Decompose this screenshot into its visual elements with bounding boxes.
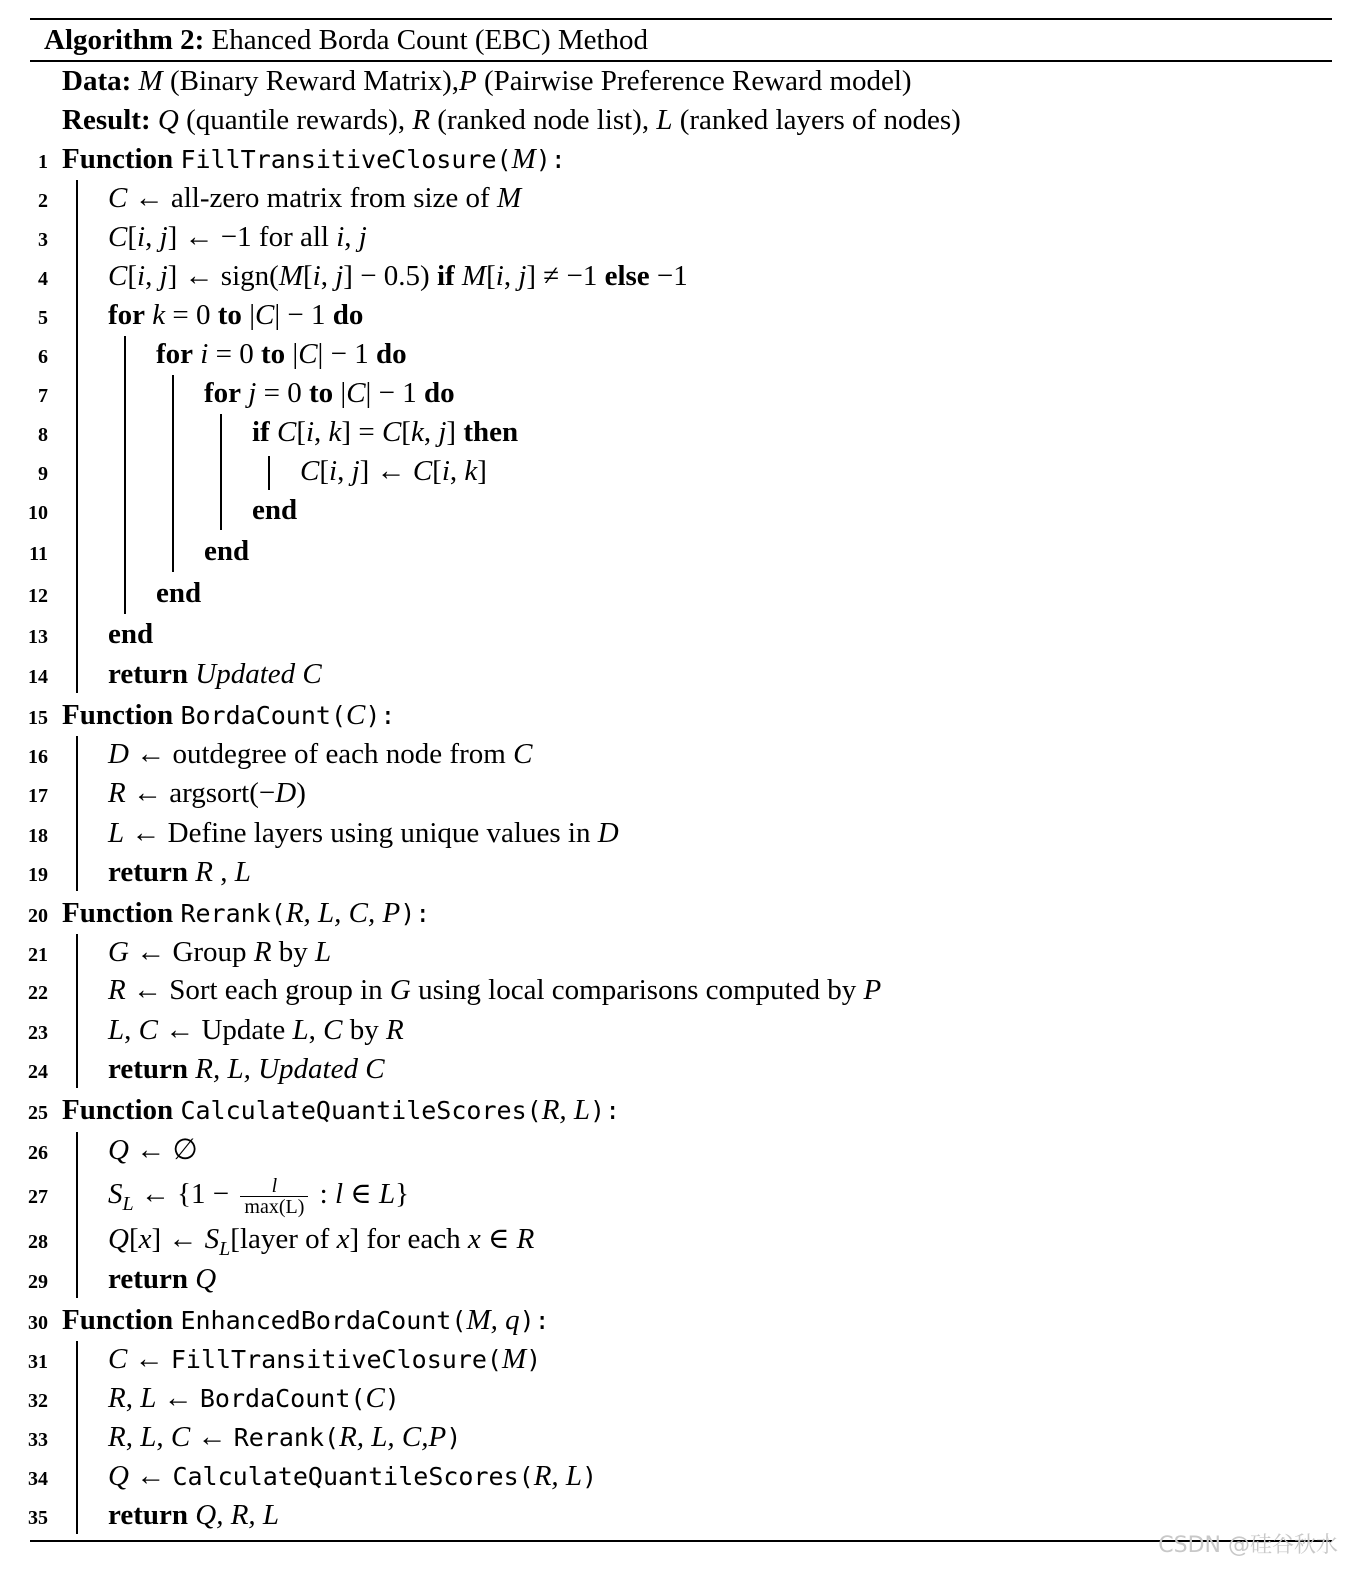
indent-bar	[76, 736, 78, 891]
result-r: R	[412, 104, 431, 136]
line-number: 26	[28, 1142, 48, 1164]
line-number: 8	[38, 424, 48, 446]
indent-bar	[124, 336, 126, 614]
line-number: 29	[28, 1271, 48, 1293]
code-line	[0, 1380, 1340, 1419]
line-number: 27	[28, 1186, 48, 1208]
code-text: Function BordaCount(C):	[62, 699, 396, 731]
code-line	[0, 1132, 1340, 1171]
code-text: for i = 0 to |C| − 1 do	[156, 338, 407, 370]
data-p-desc: (Pairwise Preference Reward model)	[476, 65, 912, 97]
line-number: 12	[28, 585, 48, 607]
data-line	[62, 63, 912, 99]
code-line	[0, 297, 1340, 336]
data-m: M	[138, 65, 163, 97]
data-label: Data:	[62, 65, 132, 97]
code-text: L, C ← Update L, C by R	[108, 1014, 404, 1046]
indent-bar	[172, 375, 174, 572]
indent-bar	[76, 1341, 78, 1534]
bottom-rule	[30, 1540, 1332, 1542]
code-text: Q ← CalculateQuantileScores(R, L)	[108, 1460, 598, 1492]
line-number: 10	[28, 502, 48, 524]
line-number: 7	[38, 385, 48, 407]
data-m-desc: (Binary Reward Matrix),	[162, 65, 460, 97]
top-rule	[30, 18, 1332, 20]
code-line	[0, 815, 1340, 854]
line-number: 33	[28, 1429, 48, 1451]
code-line	[0, 414, 1340, 453]
line-number: 15	[28, 707, 48, 729]
code-line	[0, 180, 1340, 219]
code-line	[0, 1261, 1340, 1300]
line-number: 31	[28, 1351, 48, 1373]
code-text: C[i, j] ← sign(M[i, j] − 0.5) if M[i, j] ≠ −1 else −1	[108, 260, 688, 292]
code-line	[0, 854, 1340, 893]
code-text: G ← Group R by L	[108, 936, 332, 968]
code-line	[0, 375, 1340, 414]
line-number: 6	[38, 346, 48, 368]
result-r-desc: (ranked node list),	[430, 104, 657, 136]
code-line	[0, 1012, 1340, 1051]
code-line	[0, 575, 1340, 614]
code-line	[0, 1092, 1340, 1131]
line-number: 25	[28, 1102, 48, 1124]
code-line	[0, 258, 1340, 297]
line-number: 21	[28, 944, 48, 966]
code-line	[0, 656, 1340, 695]
line-number: 35	[28, 1507, 48, 1529]
code-line	[0, 1302, 1340, 1341]
code-text: C[i, j] ← −1 for all i, j	[108, 221, 367, 253]
code-line	[0, 972, 1340, 1011]
code-text: C ← all-zero matrix from size of M	[108, 182, 522, 214]
code-text: return R , L	[108, 856, 251, 888]
code-line	[0, 219, 1340, 258]
data-p: P	[459, 65, 477, 97]
code-line	[0, 453, 1340, 492]
code-line	[0, 934, 1340, 973]
indent-bar	[76, 934, 78, 1088]
code-line	[0, 1172, 1340, 1220]
code-text: R ← argsort(−D)	[108, 777, 306, 809]
line-number: 4	[38, 268, 48, 290]
code-text: Q ← ∅	[108, 1134, 198, 1166]
code-line	[0, 736, 1340, 775]
algorithm-caption	[44, 22, 648, 58]
code-line	[0, 1458, 1340, 1497]
line-number: 30	[28, 1312, 48, 1334]
line-number: 14	[28, 666, 48, 688]
line-number: 28	[28, 1231, 48, 1253]
code-text: end	[252, 494, 298, 526]
code-line	[0, 336, 1340, 375]
code-text: C[i, j] ← C[i, k]	[300, 455, 487, 487]
line-number: 20	[28, 905, 48, 927]
indent-bar	[220, 414, 222, 530]
result-l-desc: (ranked layers of nodes)	[672, 104, 961, 136]
line-number: 3	[38, 229, 48, 251]
line-number: 18	[28, 825, 48, 847]
line-number: 13	[28, 626, 48, 648]
indent-bar	[76, 1132, 78, 1298]
result-l: L	[656, 104, 673, 136]
code-text: for j = 0 to |C| − 1 do	[204, 377, 455, 409]
code-text: end	[204, 535, 250, 567]
code-line	[0, 533, 1340, 572]
line-number: 5	[38, 307, 48, 329]
code-line	[0, 1341, 1340, 1380]
code-text: return Q	[108, 1263, 217, 1295]
code-text: L ← Define layers using unique values in D	[108, 817, 619, 849]
code-text: return Q, R, L	[108, 1499, 280, 1531]
line-number: 2	[38, 190, 48, 212]
code-line	[0, 697, 1340, 736]
code-line	[0, 1419, 1340, 1458]
line-number: 11	[29, 543, 48, 565]
line-number: 32	[28, 1390, 48, 1412]
code-text: Function Rerank(R, L, C, P):	[62, 897, 431, 929]
indent-bar	[76, 180, 78, 693]
code-text: R ← Sort each group in G using local comparisons computed by P	[108, 974, 882, 1006]
code-text: D ← outdegree of each node from C	[108, 738, 533, 770]
line-number: 24	[28, 1061, 48, 1083]
code-line	[0, 1051, 1340, 1090]
code-text: C ← FillTransitiveClosure(M)	[108, 1343, 542, 1375]
line-number: 23	[28, 1022, 48, 1044]
code-text: end	[108, 618, 154, 650]
line-number: 22	[28, 982, 48, 1004]
code-text: Function CalculateQuantileScores(R, L):	[62, 1094, 621, 1126]
code-text: end	[156, 577, 202, 609]
code-text: R, L ← BordaCount(C)	[108, 1382, 400, 1414]
code-text: return R, L, Updated C	[108, 1053, 385, 1085]
code-text: return Updated C	[108, 658, 322, 690]
result-line	[62, 102, 961, 138]
code-line	[0, 616, 1340, 655]
line-number: 16	[28, 746, 48, 768]
code-text: Q[x] ← $S_L[layer$ of x] for each x ∈ R	[108, 1223, 535, 1260]
code-text: Function FillTransitiveClosure(M):	[62, 143, 566, 175]
code-line	[0, 141, 1340, 180]
code-line	[0, 1221, 1340, 1260]
algorithm-title: Ehanced Borda Count (EBC) Method	[211, 24, 649, 56]
code-text: R, L, C ← Rerank(R, L, C,P)	[108, 1421, 462, 1453]
code-text: Function EnhancedBordaCount(M, q):	[62, 1304, 550, 1336]
code-line	[0, 895, 1340, 934]
code-text: for k = 0 to |C| − 1 do	[108, 299, 364, 331]
watermark: CSDN @硅谷秋水	[1158, 1533, 1338, 1558]
line-number: 9	[38, 463, 48, 485]
fraction: $\frac{l}{\max(L)}$	[240, 1176, 308, 1217]
caption-rule	[30, 60, 1332, 62]
indent-bar	[268, 456, 270, 490]
line-number: 19	[28, 864, 48, 886]
line-number: 17	[28, 785, 48, 807]
line-number: 1	[38, 151, 48, 173]
code-line	[0, 1497, 1340, 1536]
code-text: $S_L$ ← {1 − $\frac{l}{\max(L)}$ : l ∈ L}	[108, 1175, 410, 1218]
code-line	[0, 775, 1340, 814]
result-q-desc: (quantile rewards),	[178, 104, 413, 136]
algorithm-label: Algorithm 2:	[44, 24, 205, 56]
code-line	[0, 492, 1340, 531]
line-number: 34	[28, 1468, 48, 1490]
code-text: if C[i, k] = C[k, j] then	[252, 416, 519, 448]
result-q: Q	[157, 104, 179, 136]
result-label: Result:	[62, 104, 151, 136]
